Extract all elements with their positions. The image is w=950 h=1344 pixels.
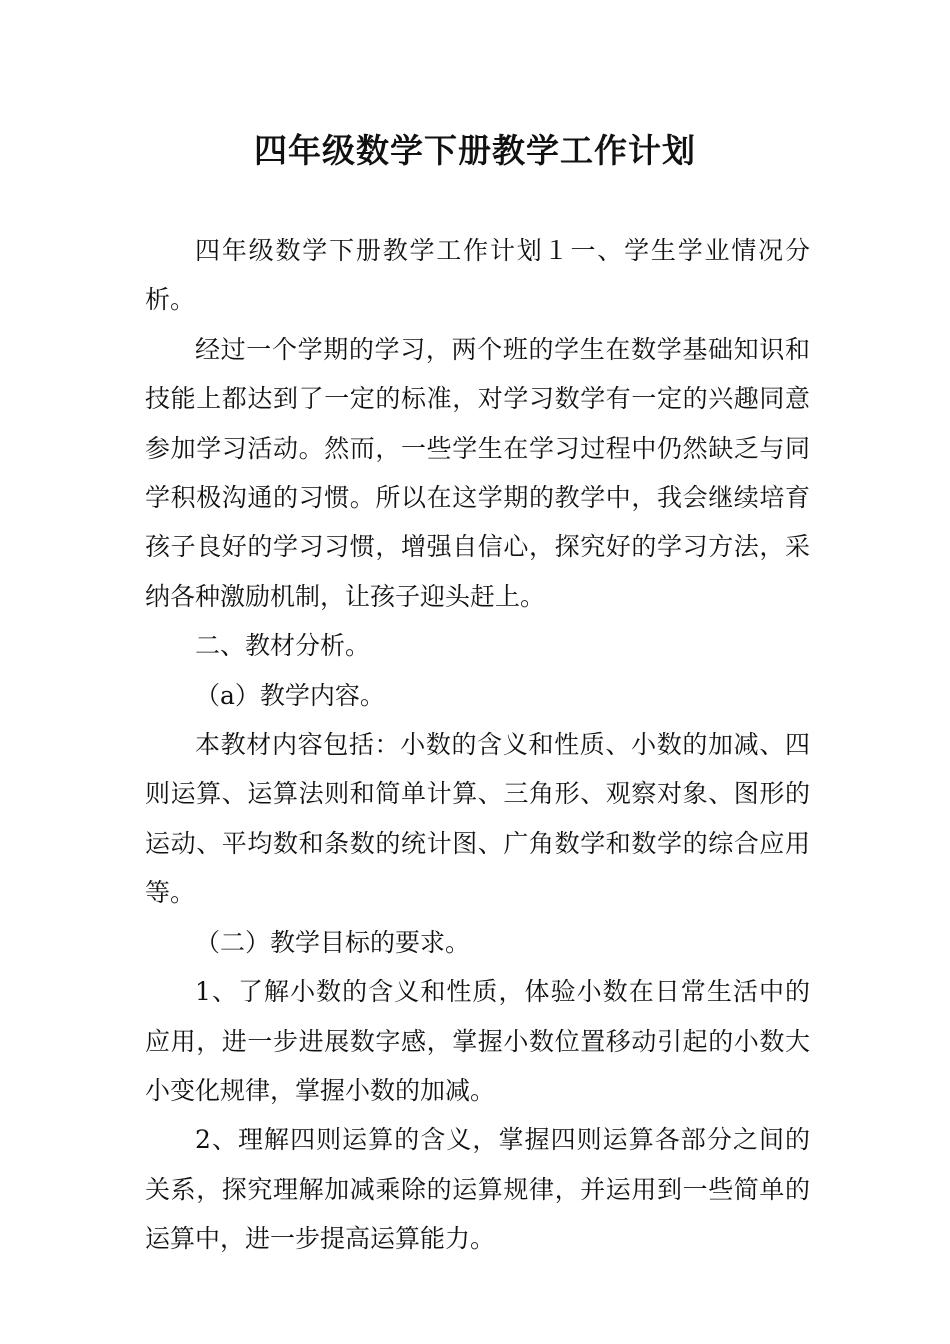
paragraph-goal-2: 2、理解四则运算的含义，掌握四则运算各部分之间的关系，探究理解加减乘除的运算规律，并运用到一些简单的运算中，进一步提高运算能力。 [145,1125,810,1254]
heading-textbook-analysis: 二、教材分析。 [195,631,371,661]
document-body [145,226,810,1264]
paragraph-teaching-content: 本教材内容包括：小数的含义和性质、小数的加减、四则运算、运算法则和简单计算、三角形、观察对象、图形的运动、平均数和条数的统计图、广角数学和数学的综合应用等。 [145,730,810,908]
paragraph-goal-1: 1、了解小数的含义和性质，体验小数在日常生活中的应用，进一步进展数字感，掌握小数位置移动引起的小数大小变化规律，掌握小数的加减。 [145,977,810,1105]
heading-teaching-goals: （二）教学目标的要求。 [195,927,471,957]
paragraph-intro: 四年级数学下册教学工作计划１一、学生学业情况分析。 [145,236,810,315]
heading-teaching-content: （a）教学内容。 [195,680,385,710]
paragraph-student-analysis: 经过一个学期的学习，两个班的学生在数学基础知识和技能上都达到了一定的标准，对学习数学有一定的兴趣同意参加学习活动。然而，一些学生在学习过程中仍然缺乏与同学积极沟通的习惯。所以在这学期的教学中，我会继续培育孩子良好的学习习惯，增强自信心，探究好的学习方法，采纳各种激励机制，让孩子迎头赶上。 [145,334,810,611]
document-title: 四年级数学下册教学工作计划 [254,131,696,170]
